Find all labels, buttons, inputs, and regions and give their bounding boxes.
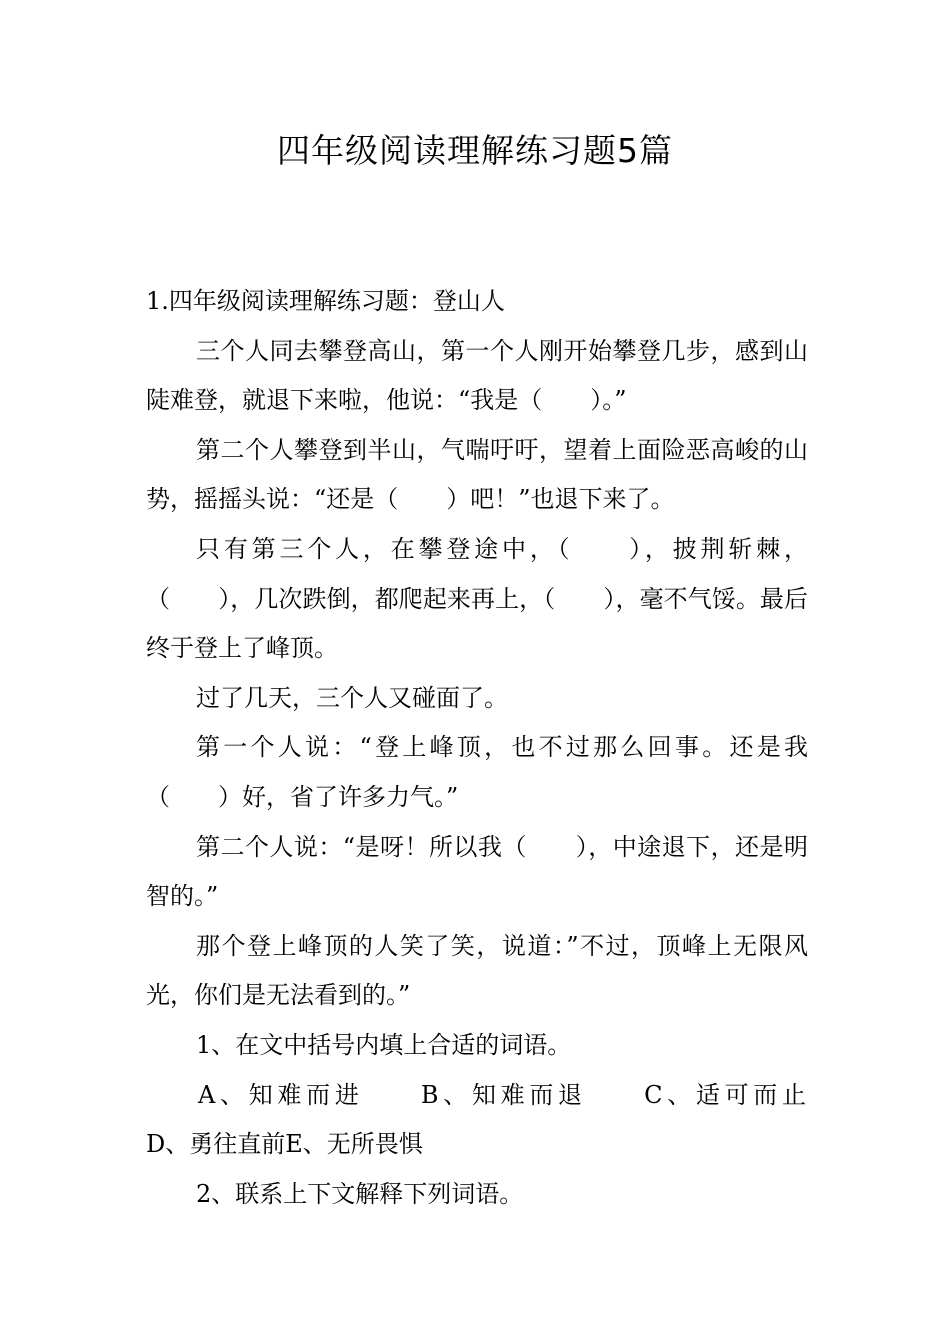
answer-options-line-2: D、勇往直前E、无所畏惧 xyxy=(146,1130,423,1159)
question-2: 2、联系上下文解释下列词语。 xyxy=(196,1179,524,1208)
paragraph-7: 那个登上峰顶的人笑了笑，说道：”不过，顶峰上无限风光，你们是无法看到的。” xyxy=(146,931,808,1010)
answer-options-line-1: A、知难而进 B、知难而退 C、适可而止 xyxy=(198,1080,808,1109)
paragraph-2: 第二个人攀登到半山，气喘吁吁，望着上面险恶高峻的山势，摇摇头说：“还是（ ）吧！”也退下来了。 xyxy=(146,435,808,514)
paragraph-5: 第一个人说：“登上峰顶，也不过那么回事。还是我（ ）好，省了许多力气。” xyxy=(146,733,808,811)
paragraph-4: 过了几天，三个人又碰面了。 xyxy=(196,683,508,712)
paragraph-6: 第二个人说：“是呀！所以我（ ），中途退下，还是明智的。” xyxy=(146,832,808,911)
document-title: 四年级阅读理解练习题5篇 xyxy=(277,131,673,170)
question-1: 1、在文中括号内填上合适的词语。 xyxy=(196,1030,572,1059)
document-body xyxy=(146,277,808,1219)
paragraph-3: 只有第三个人，在攀登途中，（ ），披荆斩棘，（ ），几次跌倒，都爬起来再上，（ ），毫不气馁。最后终于登上了峰顶。 xyxy=(146,534,808,663)
section-heading: 1.四年级阅读理解练习题：登山人 xyxy=(146,287,505,315)
paragraph-1: 三个人同去攀登高山，第一个人刚开始攀登几步，感到山陡难登，就退下来啦，他说：“我是（ ）。” xyxy=(146,336,808,415)
